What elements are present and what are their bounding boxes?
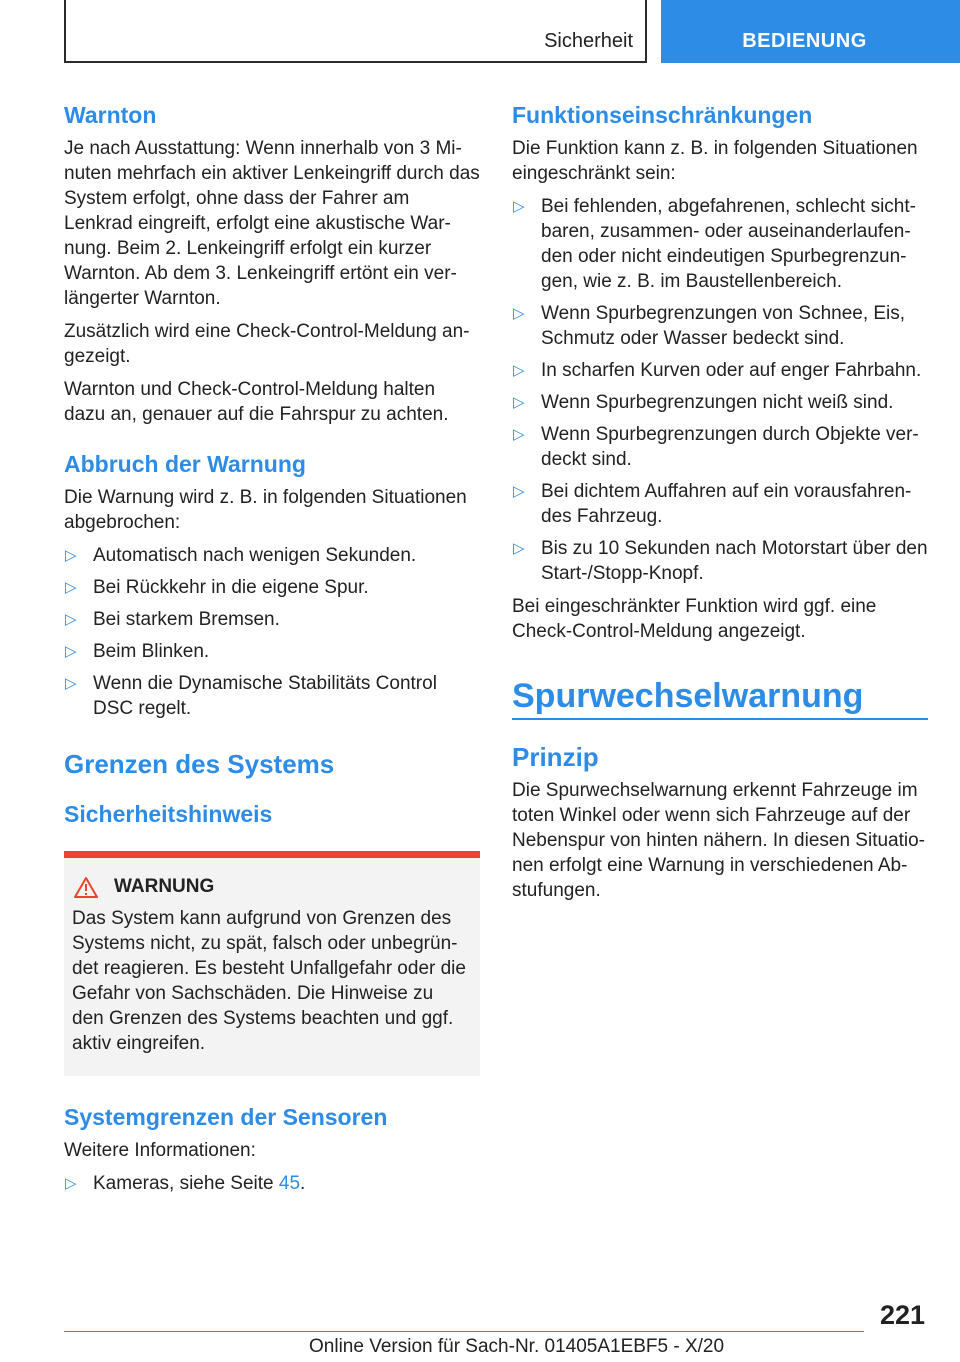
abbruch-intro: Die Warnung wird z. B. in folgenden Situationen abgebrochen: [64,487,467,533]
heading-sicherheitshinweis: Sicherheitshinweis [64,801,273,827]
warning-box [64,858,480,1076]
page-link-45[interactable]: 45 [278,1173,301,1194]
list-item: ▷ Automatisch nach wenigen Sekunden. [65,545,417,566]
list-item: ▷ Beim Blinken. [65,641,210,662]
header-section-title: Sicherheit [544,30,633,52]
triangle-right-icon: ▷ [513,198,525,215]
list-item: ▷ Wenn die Dynamische Stabilitäts Control DSC regelt. [65,673,437,719]
warning-header [72,876,466,898]
abbruch-list [64,543,480,721]
heading-spurwechselwarnung: Spurwechselwarnung [512,677,864,715]
triangle-right-icon: ▷ [513,540,525,557]
header-section-box [64,0,647,63]
list-item: ▷ Wenn Spurbegrenzungen nicht weiß sind. [513,392,894,413]
footer-rule [64,1331,864,1332]
funktion-intro: Die Funktion kann z. B. in folgenden Situationen eingeschränkt sein: [512,138,918,184]
left-column [64,100,480,1204]
triangle-right-icon: ▷ [65,547,77,564]
funktion-outro: Bei eingeschränkter Funktion wird ggf. eine Check-Control-Meldung angezeigt. [512,596,877,642]
list-item: ▷ Wenn Spurbegrenzungen durch Objekte ver‑ deckt sind. [513,424,919,470]
warnton-paragraph-3: Warnton und Check-Control-Meldung halten dazu an, genauer auf die Fahrspur zu achten. [64,379,449,425]
heading-abbruch: Abbruch der Warnung [64,451,306,477]
triangle-right-icon: ▷ [65,611,77,628]
warning-label: WARNUNG [114,876,215,897]
triangle-right-icon: ▷ [65,675,77,692]
triangle-right-icon: ▷ [513,362,525,379]
heading-warnton: Warnton [64,102,157,128]
triangle-right-icon: ▷ [513,426,525,443]
warnton-paragraph-1: Je nach Ausstattung: Wenn innerhalb von 3 Mi‑ nuten mehrfach ein aktiver Lenkeingriff durch das System erfolgt, ohne dass der Fahrer am Lenkrad eingreift, erfolgt eine akustische War‑ nung. Beim 2. Lenkeingriff erfolgt ein kurzer Warnton. Ab dem 3. Lenkeingriff ertönt ein ver‑ längerter Warnton. [64,138,480,309]
warnton-paragraph-2: Zusätzlich wird eine Check-Control-Meldung an‑ gezeigt. [64,321,470,367]
footer-text: Online Version für Sach-Nr. 01405A1EBF5 - X/20 [309,1336,725,1357]
triangle-right-icon: ▷ [513,483,525,500]
triangle-right-icon: ▷ [65,579,77,596]
list-item: ▷ Bis zu 10 Sekunden nach Motorstart über den Start-/Stopp-Knopf. [513,538,928,584]
funktion-list [512,194,928,586]
heading-prinzip: Prinzip [512,742,599,772]
list-item: ▷ In scharfen Kurven oder auf enger Fahrbahn. [513,360,922,381]
warning-top-bar [64,851,480,858]
page-number: 221 [879,1300,925,1330]
triangle-right-icon: ▷ [65,643,77,660]
list-item: ▷ Bei fehlenden, abgefahrenen, schlecht sicht‑ baren, zusammen- oder auseinanderlaufen‑ den oder nicht eindeutigen Spurbegrenzun‑ gen, wie z. B. im Baustellenbereich. [513,196,916,292]
heading-sensoren: Systemgrenzen der Sensoren [64,1104,388,1130]
warning-text: Das System kann aufgrund von Grenzen des Systems nicht, zu spät, falsch oder unbegrün‑ det reagieren. Es besteht Unfallgefahr oder die Gefahr von Sachschäden. Die Hinweise zu den Grenzen des Systems beachten und ggf. aktiv eingreifen. [72,908,466,1054]
sensoren-list [64,1171,480,1196]
triangle-right-icon: ▷ [513,394,525,411]
list-item: ▷ Bei dichtem Auffahren auf ein vorausfahren‑ des Fahrzeug. [513,481,912,527]
list-item: ▷ Kameras, siehe Seite 45. [65,1173,306,1194]
prinzip-text: Die Spurwechselwarnung erkennt Fahrzeuge im toten Winkel oder wenn sich Fahrzeuge auf der Nebenspur von hinten nähern. In diesen Situatio‑ nen erfolgt eine Warnung in verschiedenen Ab‑ stufungen. [512,780,925,901]
sensoren-intro: Weitere Informationen: [64,1140,256,1161]
triangle-right-icon: ▷ [65,1175,77,1192]
heading-rule [512,718,928,720]
warning-triangle-icon [74,876,98,898]
heading-grenzen: Grenzen des Systems [64,749,335,779]
triangle-right-icon: ▷ [513,305,525,322]
list-item: ▷ Bei starkem Bremsen. [65,609,280,630]
heading-funktionseinschraenkungen: Funktionseinschränkungen [512,102,813,128]
list-item: ▷ Wenn Spurbegrenzungen von Schnee, Eis, Schmutz oder Wasser bedeckt sind. [513,303,906,349]
list-item: ▷ Bei Rückkehr in die eigene Spur. [65,577,369,598]
header-chapter-tab[interactable]: BEDIENUNG [661,0,960,63]
right-column [512,100,928,911]
